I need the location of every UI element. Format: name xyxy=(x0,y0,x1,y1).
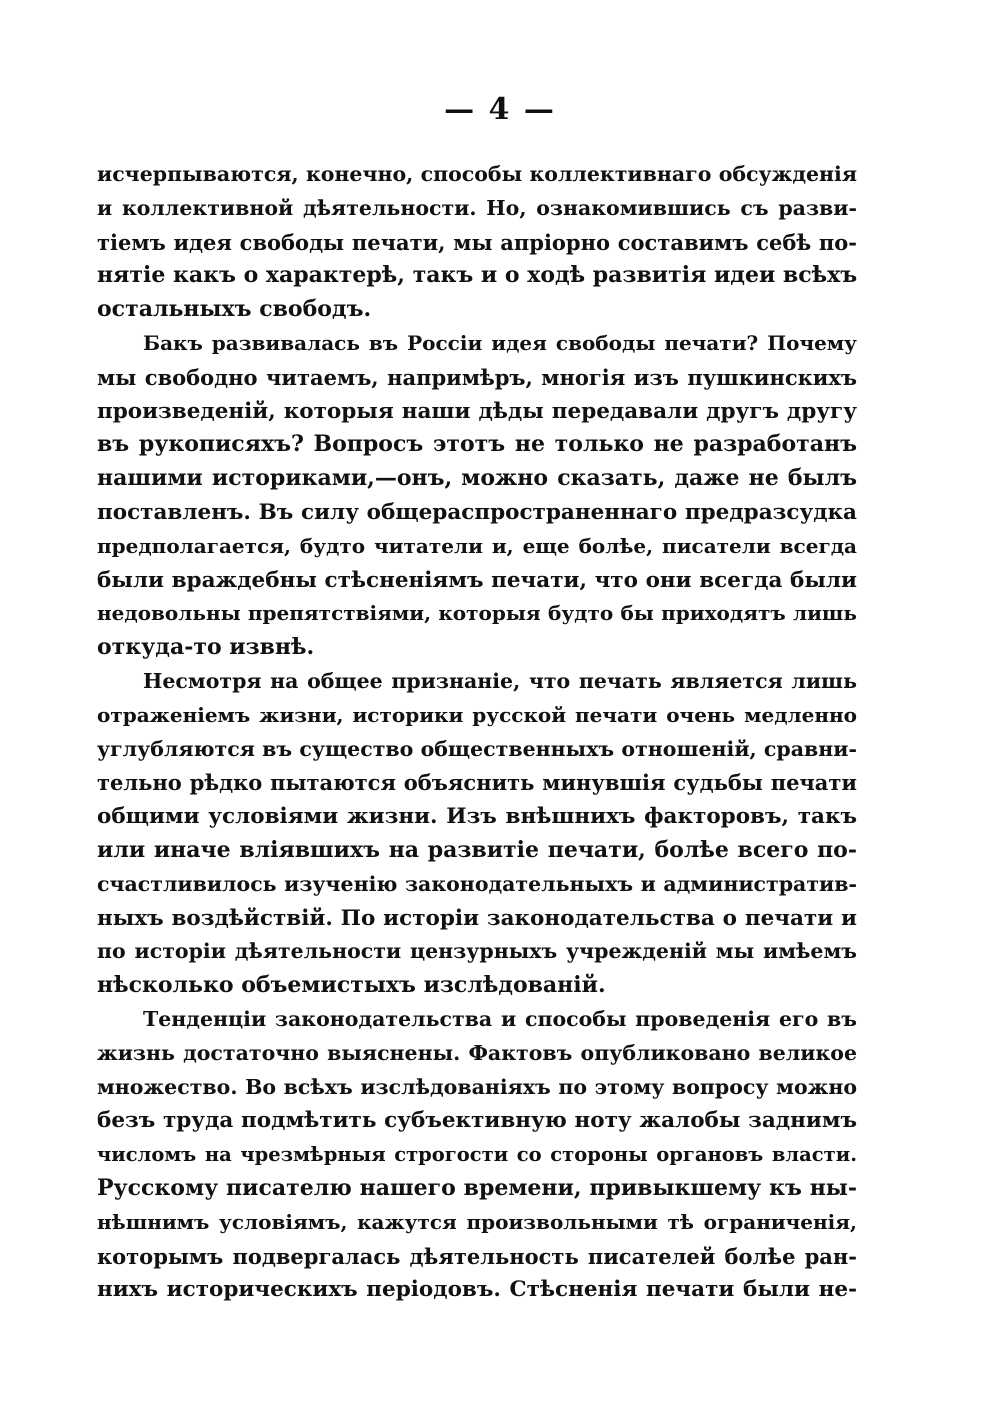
text-line: нятіе какъ о характерѣ, такъ и о ходѣ развитія идеи всѣхъ xyxy=(97,262,858,289)
text-line: произведеній, которыя наши дѣды передавали другъ другу xyxy=(97,398,857,424)
text-line: нѣсколько объемистыхъ изслѣдованій. xyxy=(97,972,606,999)
text-line: множество. Во всѣхъ изслѣдованіяхъ по этому вопросу можно xyxy=(97,1074,857,1099)
text-line: по исторіи дѣятельности цензурныхъ учрежденій мы имѣемъ xyxy=(97,939,857,964)
text-line: остальныхъ свободъ. xyxy=(97,296,372,323)
text-line: тіемъ идея свободы печати, мы апріорно составимъ себѣ по- xyxy=(97,229,857,255)
text-line: недовольны препятствіями, которыя будто бы приходятъ лишь xyxy=(97,601,857,626)
text-line: тельно рѣдко пытаются объяснить минувшія судьбы печати xyxy=(97,770,857,796)
paragraph xyxy=(97,1003,857,1307)
paragraph xyxy=(97,327,857,665)
text-line: предполагается, будто читатели и, еще болѣе, писатели всегда xyxy=(97,533,857,558)
text-line: мы свободно читаемъ, напримѣръ, многія изъ пушкинскихъ xyxy=(97,364,857,390)
text-line: и коллективной дѣятельности. Но, ознакомившись съ разви- xyxy=(97,195,857,220)
text-line: общими условіями жизни. Изъ внѣшнихъ факторовъ, такъ xyxy=(97,804,857,830)
text-line: счастливилось изученію законодательныхъ и административ- xyxy=(97,871,857,896)
text-line: нашими историками,—онъ, можно сказать, даже не былъ xyxy=(97,465,857,492)
text-line: въ рукописяхъ? Вопросъ этотъ не только не разработанъ xyxy=(97,431,857,458)
text-line: нихъ историческихъ періодовъ. Стѣсненія печати были не- xyxy=(97,1277,857,1303)
text-line: Несмотря на общее признаніе, что печать является лишь xyxy=(143,668,857,693)
text-line: Бакъ развивалась въ Россіи идея свободы печати? Почему xyxy=(143,330,857,355)
body-text xyxy=(97,158,857,1307)
text-line: отраженіемъ жизни, историки русской печати очень медленно xyxy=(97,702,857,727)
text-line: или иначе вліявшихъ на развитіе печати, болѣе всего по- xyxy=(97,836,857,863)
text-line: были враждебны стѣсненіямъ печати, что они всегда были xyxy=(97,567,857,593)
text-line: углубляются въ существо общественныхъ отношеній, сравни- xyxy=(97,736,857,761)
text-line: безъ труда подмѣтить субъективную ноту жалобы заднимъ xyxy=(97,1108,857,1134)
text-line: которымъ подвергалась дѣятельность писателей болѣе ран- xyxy=(97,1243,857,1269)
text-line: нѣшнимъ условіямъ, кажутся произвольными тѣ ограниченія, xyxy=(97,1209,857,1234)
text-line: поставленъ. Въ силу общераспространеннаго предразсудка xyxy=(97,499,857,525)
text-line: ныхъ воздѣйствій. По исторіи законодательства о печати и xyxy=(97,905,857,931)
text-line: откуда-то извнѣ. xyxy=(97,634,315,661)
text-line: Тенденціи законодательства и способы проведенія его въ xyxy=(143,1006,857,1031)
text-line: числомъ на чрезмѣрныя строгости со стороны органовъ власти. xyxy=(97,1143,857,1167)
text-line: Русскому писателю нашего времени, привыкшему къ ны- xyxy=(97,1174,857,1201)
text-line: исчерпываются, конечно, способы коллективнаго обсужденія xyxy=(97,162,857,186)
paragraph xyxy=(97,158,857,327)
text-line: жизнь достаточно выяснены. Фактовъ опубликовано великое xyxy=(97,1040,857,1065)
page-number: — 4 — xyxy=(444,92,556,127)
paragraph xyxy=(97,665,857,1003)
